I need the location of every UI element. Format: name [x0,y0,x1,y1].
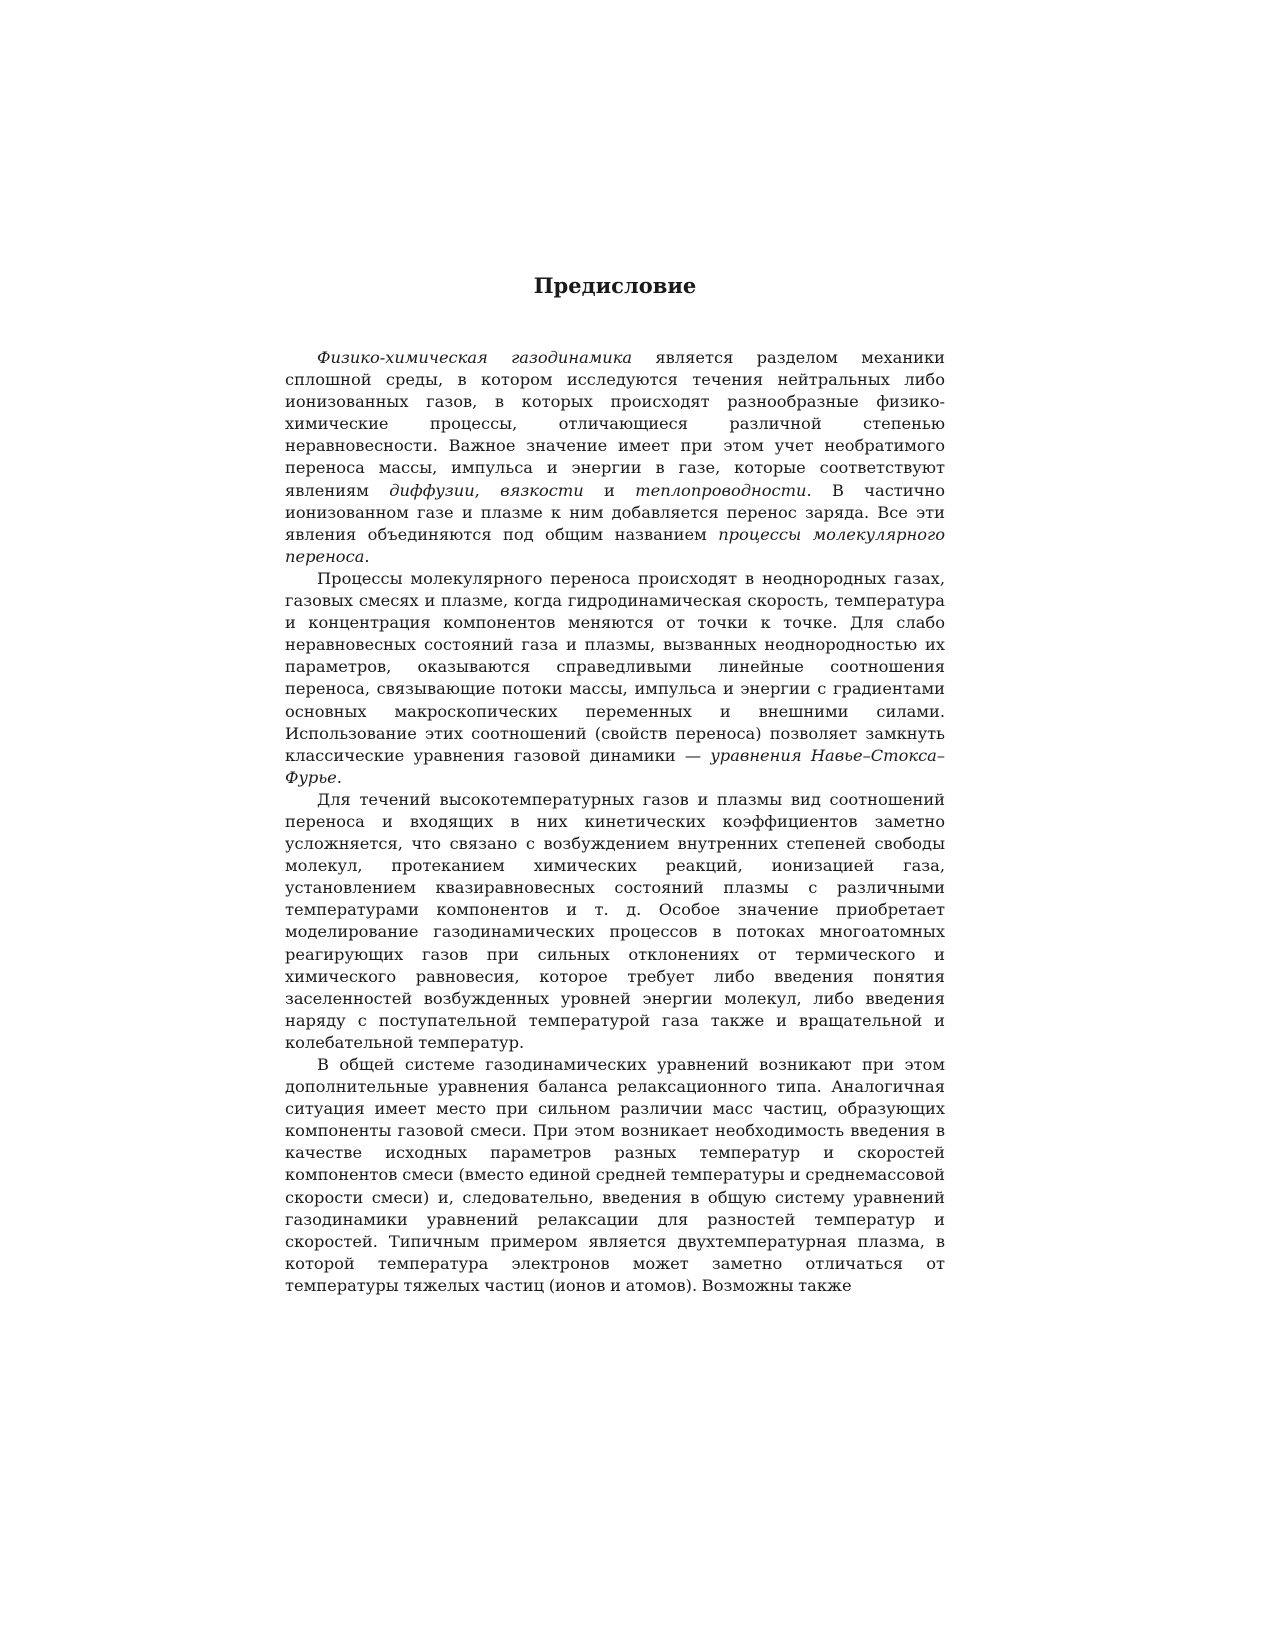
paragraph-4 [285,1054,945,1297]
paragraph-1-span-2: является разделом механики сплошной среды, в котором исследуются течения нейтральных либо ионизованных газов, в которых происходят разнообразные физико-химические процессы, отличающиеся различной степенью неравновесности. Важное значение имеет при этом учет необратимого переноса массы, импульса и энергии в газе, которые соответствуют явлениям [285,348,945,500]
paragraph-1 [285,347,945,568]
paragraph-1-span-4: , [474,480,501,500]
paragraph-1-span-8: . В частично ионизованном газе и плазме к ним добавляется перенос заряда. Все эти явления объединяются под общим названием [285,480,945,544]
paragraph-1-span-6: и [583,480,636,500]
paragraph-4-span-1: В общей системе газодинамических уравнений возникают при этом дополнительные уравнения баланса релаксационного типа. Аналогичная ситуация имеет место при сильном различии масс частиц, образующих компоненты газовой смеси. При этом возникает необходимость введения в качестве исходных параметров разных температур и скоростей компонентов смеси (вместо единой средней температуры и среднемассовой скорости смеси) и, следовательно, введения в общую систему уравнений газодинамики уравнений релаксации для разностей температур и скоростей. Типичным примером является двухтемпературная плазма, в которой температура электронов может заметно отличаться от температуры тяжелых частиц (ионов и атомов). Возможны также [285,1055,945,1295]
paragraph-2-span-3: . [336,767,342,787]
paragraph-2-span-2: уравнения Навье–Стокса–Фурье [285,745,945,787]
paragraph-1-span-7: теплопроводности [635,480,807,500]
paragraph-2-span-1: Процессы молекулярного переноса происходят в неоднородных газах, газовых смесях и плазме, когда гидродинамическая скорость, температура и концентрация компонентов меняются от точки к точке. Для слабо неравновесных состояний газа и плазмы, вызванных неоднородностью их параметров, оказываются справедливыми линейные соотношения переноса, связывающие потоки массы, импульса и энергии с градиентами основных макроскопических переменных и внешними силами. Использование этих соотношений (свойств переноса) позволяет замкнуть классические уравнения газовой динамики — [285,568,945,765]
paragraph-1-span-1: Физико-химическая газодинамика [317,348,633,367]
paragraph-1-span-3: диффузии [389,480,475,500]
paragraph-3-span-1: Для течений высокотемпературных газов и плазмы вид соотношений переноса и входящих в них кинетических коэффициентов заметно усложняется, что связано с возбуждением внутренних степеней свободы молекул, протеканием химических реакций, ионизацией газа, установлением квазиравновесных состояний плазмы с различными температурами компонентов и т. д. Особое значение приобретает моделирование газодинамических процессов в потоках многоатомных реагирующих газов при сильных отклонениях от термического и химического равновесия, которое требует либо введения понятия заселенностей возбужденных уровней энергии молекул, либо введения наряду с поступательной температурой газа также и вращательной и колебательной температур. [285,789,945,1052]
paragraph-3 [285,789,945,1054]
paragraph-2 [285,568,945,789]
preface-text [285,347,945,1332]
paragraph-1-span-5: вязкости [500,480,584,500]
page-title: Предисловие [533,273,697,298]
paragraph-1-span-10: . [364,546,370,566]
paragraph-1-span-9: процессы молекулярного переноса [285,524,945,566]
